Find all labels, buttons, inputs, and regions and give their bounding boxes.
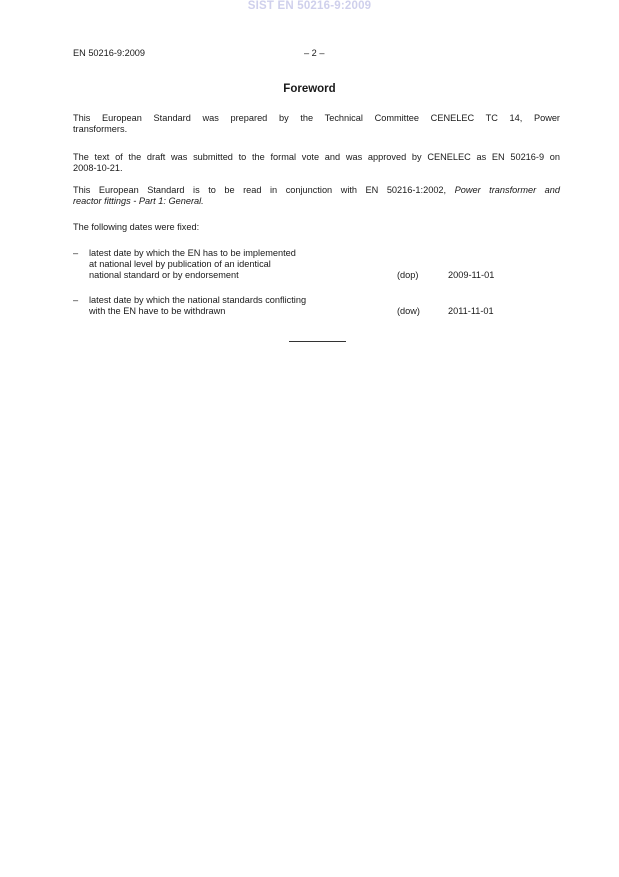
- page-number: – 2 –: [304, 48, 325, 58]
- paragraph-dates-intro: [73, 222, 560, 233]
- paragraph-conjunction: [73, 185, 560, 207]
- item-line: at national level by publication of an identical: [89, 259, 271, 269]
- date-value: 2009-11-01: [448, 270, 495, 280]
- reference-title: reactor fittings - Part 1: General.: [73, 196, 204, 206]
- paragraph-line: [73, 196, 560, 207]
- item-line: latest date by which the EN has to be implemented: [89, 248, 296, 258]
- item-line: national standard or by endorsement: [89, 270, 239, 280]
- paragraph-line: [73, 185, 560, 196]
- dash-bullet: –: [73, 248, 79, 258]
- paragraph-line: 2008-10-21.: [73, 163, 123, 173]
- text: This European Standard is to be read in conjunction with EN 50216-1:2002,: [73, 185, 455, 195]
- dash-bullet: –: [73, 295, 79, 305]
- paragraph-line: This European Standard was prepared by the Technical Committee CENELEC TC 14, Power: [73, 113, 560, 123]
- date-code: (dow): [397, 306, 420, 316]
- item-line: with the EN have to be withdrawn: [89, 306, 226, 316]
- date-code: (dop): [397, 270, 419, 280]
- document-id: EN 50216-9:2009: [73, 48, 146, 58]
- paragraph-line: The following dates were fixed:: [73, 222, 200, 232]
- item-line: latest date by which the national standards conflicting: [89, 295, 307, 305]
- paragraph-prepared-by: [73, 113, 560, 135]
- paragraph-line: The text of the draft was submitted to the formal vote and was approved by CENELEC as EN 50216-9 on: [73, 152, 560, 162]
- section-title: Foreword: [283, 83, 336, 95]
- date-value: 2011-11-01: [448, 306, 494, 316]
- watermark: SIST EN 50216-9:2009: [247, 0, 372, 12]
- reference-title: Power transformer and: [454, 185, 560, 195]
- paragraph-approval: [73, 152, 560, 174]
- section-end-rule: [289, 341, 346, 342]
- paragraph-line: transformers.: [73, 124, 128, 134]
